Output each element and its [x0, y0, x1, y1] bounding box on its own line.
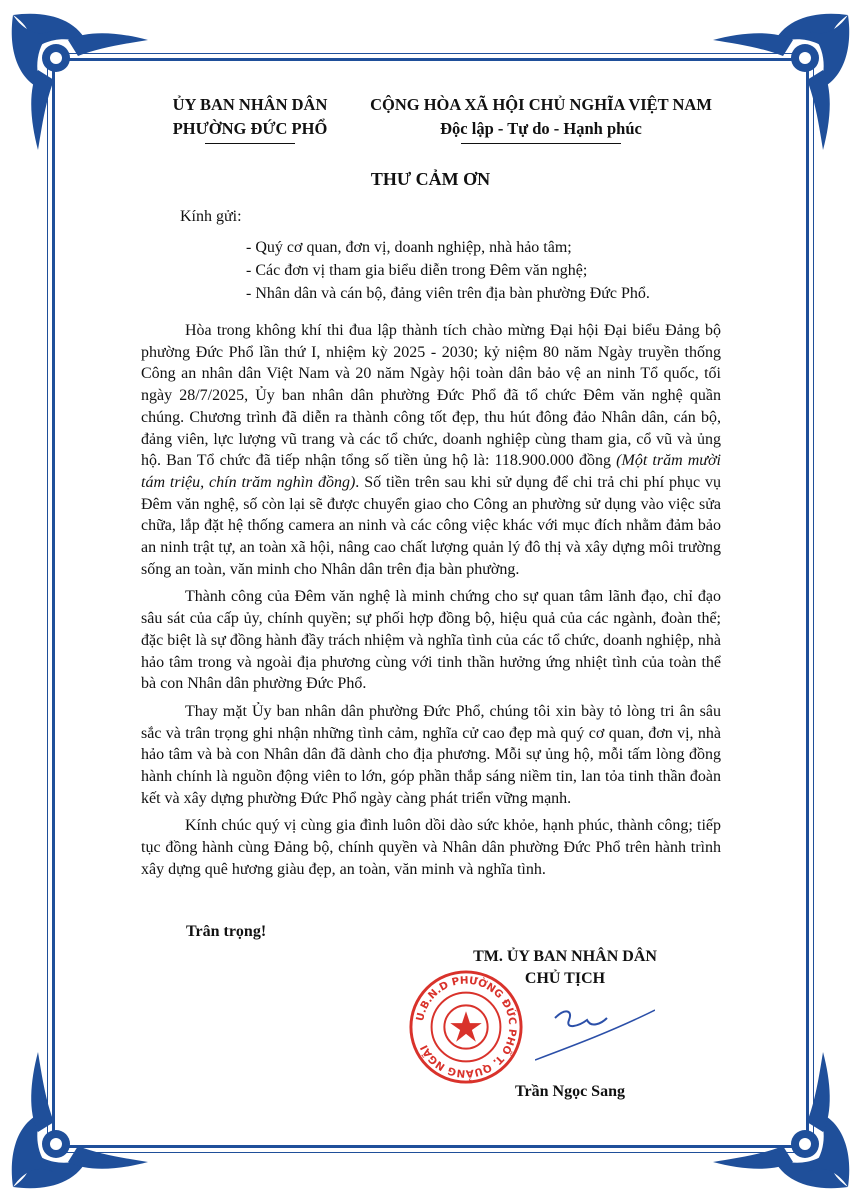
- issuing-authority: [150, 93, 350, 144]
- recipient-item: - Nhân dân và cán bộ, đảng viên trên địa bàn phường Đức Phổ.: [246, 285, 650, 302]
- paragraph-1: [141, 320, 721, 580]
- paragraph-1-text: Hòa trong không khí thi đua lập thành tích chào mừng Đại hội Đại biểu Đảng bộ phường Đức Phổ lần thứ I, nhiệm kỳ 2025 - 2030; kỷ niệm 80 năm Ngày truyền thống Công an nhân dân Việt Nam và 20 năm Ngày hội toàn dân bảo vệ an ninh Tổ quốc, tối ngày 28/7/2025, Ủy ban nhân dân phường Đức Phổ đã tổ chức Đêm văn nghệ quần chúng. Chương trình đã diễn ra thành công tốt đẹp, thu hút đông đảo Nhân dân, cán bộ, đảng viên, lực lượng vũ trang và các tổ chức, doanh nghiệp cùng tham gia, cổ vũ và ủng hộ. Ban Tổ chức đã tiếp nhận tổng số tiền ủng hộ là: 118.900.000 đồng: [141, 322, 721, 470]
- paragraph-1-text-cont: . Số tiền trên sau khi sử dụng để chi trả chi phí phục vụ Đêm văn nghệ, số còn lại sẽ được chuyển giao cho Công an phường sử dụng vào việc sửa chữa, lắp đặt hệ thống camera an ninh và các công việc khác với mục đích nhằm đảm bảo an ninh trật tự, an toàn xã hội, nâng cao chất lượng quản lý đô thị và xây dựng môi trường sống an toàn, văn minh cho Nhân dân trên địa bàn phường.: [141, 473, 722, 578]
- national-name: CỘNG HÒA XÃ HỘI CHỦ NGHĨA VIỆT NAM: [370, 95, 712, 114]
- paragraph-4: Kính chúc quý vị cùng gia đình luôn dồi dào sức khỏe, hạnh phúc, thành công; tiếp tục đồng hành cùng Đảng bộ, chính quyền và Nhân dân phường Đức Phổ trên hành trình xây dựng quê hương giàu đẹp, an toàn, văn minh và nghĩa tình.: [141, 817, 721, 878]
- recipient-item: - Các đơn vị tham gia biểu diễn trong Đêm văn nghệ;: [246, 262, 588, 279]
- greeting: Kính gửi:: [180, 208, 242, 225]
- floral-corner-ornament-icon: [703, 1042, 853, 1192]
- signature-title-line2: CHỦ TỊCH: [524, 970, 606, 987]
- document-title: THƯ CẢM ƠN: [370, 169, 491, 189]
- svg-text:U.B.N.D PHƯỜNG ĐỨC PHỔ T. QUẢN: U.B.N.D PHƯỜNG ĐỨC PHỔ T. QUẢNG NGÃI: [414, 974, 519, 1080]
- paragraph-2: Thành công của Đêm văn nghệ là minh chứng cho sự quan tâm lãnh đạo, chỉ đạo sâu sát của cấp ủy, chính quyền; sự phối hợp đồng bộ, hiệu quả của các ngành, đoàn thể; đặc biệt là sự đồng hành đầy trách nhiệm và nghĩa tình của các tổ chức, doanh nghiệp, nhà hảo tâm trong và ngoài địa phương cùng với tinh thần hưởng ứng nhiệt tình của toàn thể bà con Nhân dân phường Đức Phổ.: [141, 588, 721, 693]
- amount-in-words: (Một trăm mười tám triệu, chín trăm nghìn đồng): [141, 452, 722, 491]
- authority-line2: PHƯỜNG ĐỨC PHỔ: [172, 119, 328, 138]
- handwritten-signature-icon: [535, 1000, 655, 1070]
- signature-title-line1: TM. ỦY BAN NHÂN DÂN: [473, 948, 657, 965]
- letter-body: [141, 320, 721, 887]
- motto-line: Độc lập - Tự do - Hạnh phúc: [440, 119, 642, 138]
- floral-corner-ornament-icon: [8, 10, 158, 160]
- authority-line1: ỦY BAN NHÂN DÂN: [172, 95, 328, 114]
- paragraph-3: Thay mặt Ủy ban nhân dân phường Đức Phổ, chúng tôi xin bày tỏ lòng tri ân sâu sắc và trân trọng ghi nhận những tình cảm, nghĩa cử cao đẹp mà quý cơ quan, đơn vị, nhà hảo tâm và bà con Nhân dân đã dành cho địa phương. Mỗi sự ủng hộ, mỗi tấm lòng đồng hành chính là nguồn động viên to lớn, góp phần thắp sáng niềm tin, lan tỏa tinh thần đoàn kết và xây dựng phường Đức Phổ ngày càng phát triển vững mạnh.: [141, 702, 721, 807]
- recipient-list: [246, 236, 650, 305]
- authority-underline: [205, 143, 295, 144]
- recipient-item: - Quý cơ quan, đơn vị, doanh nghiệp, nhà hảo tâm;: [246, 239, 572, 256]
- official-seal-icon: [407, 968, 525, 1086]
- signer-name: Trần Ngọc Sang: [515, 1083, 625, 1100]
- floral-corner-ornament-icon: [8, 1042, 158, 1192]
- closing-phrase: Trân trọng!: [186, 923, 267, 940]
- national-motto: [352, 93, 730, 144]
- motto-underline: [461, 143, 621, 144]
